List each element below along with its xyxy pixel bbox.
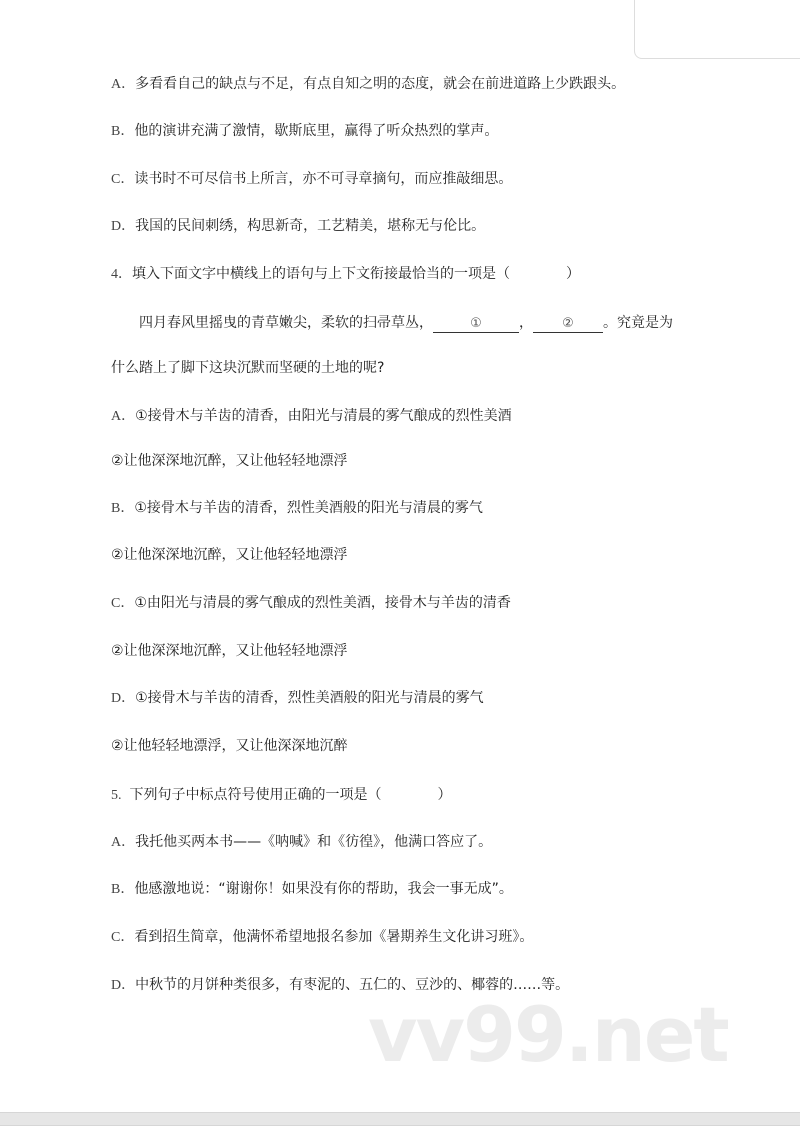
q4-option-a-line2: ②让他深深地沉醉，又让他轻轻地漂浮 bbox=[111, 453, 348, 469]
q3-option-a bbox=[111, 74, 625, 95]
option-text: 他感激地说：“谢谢你！如果没有你的帮助，我会一事无成”。 bbox=[134, 881, 513, 897]
watermark: vv99.net bbox=[368, 990, 728, 1079]
option-text: 读书时不可尽信书上所言，亦不可寻章摘句，而应推敲细思。 bbox=[134, 171, 513, 187]
option-label: D． bbox=[111, 978, 136, 993]
page-corner-panel bbox=[634, 0, 800, 59]
q3-option-c bbox=[111, 169, 512, 190]
q4-option-a bbox=[111, 406, 512, 427]
option-label: B． bbox=[111, 501, 135, 516]
option-label: C． bbox=[111, 596, 135, 611]
option-text: 看到招生简章，他满怀希望地报名参加《暑期养生文化讲习班》。 bbox=[134, 929, 534, 945]
option-label: C． bbox=[111, 930, 135, 945]
q4-option-b bbox=[111, 498, 483, 519]
option-text: 我国的民间刺绣，构思新奇，工艺精美，堪称无与伦比。 bbox=[135, 218, 486, 234]
passage-text: 四月春风里摇曳的青草嫩尖，柔软的扫帚草丛， bbox=[139, 315, 433, 331]
option-label: D． bbox=[111, 691, 136, 706]
q5-option-b bbox=[111, 879, 513, 900]
question-number: 4． bbox=[111, 267, 132, 282]
separator: ， bbox=[519, 315, 533, 331]
question-text: 下列句子中标点符号使用正确的一项是（ ） bbox=[129, 787, 452, 803]
q4-option-b-line2: ②让他深深地沉醉，又让他轻轻地漂浮 bbox=[111, 547, 348, 563]
question-number: 5. bbox=[111, 788, 122, 803]
option-label: A． bbox=[111, 77, 136, 92]
q4-option-d-line2: ②让他轻轻地漂浮，又让他深深地沉醉 bbox=[111, 738, 348, 754]
blank-2: ② bbox=[533, 316, 603, 333]
q4-passage bbox=[139, 313, 673, 333]
passage-text: 。究竟是为 bbox=[603, 315, 673, 331]
q5-option-a bbox=[111, 832, 492, 853]
option-text: 多看看自己的缺点与不足，有点自知之明的态度，就会在前进道路上少跌跟头。 bbox=[135, 76, 626, 92]
q3-option-d bbox=[111, 216, 485, 237]
option-text: ①由阳光与清晨的雾气酿成的烈性美酒，接骨木与羊齿的清香 bbox=[134, 595, 511, 611]
option-label: C． bbox=[111, 172, 135, 187]
option-label: A． bbox=[111, 835, 136, 850]
option-label: B． bbox=[111, 882, 135, 897]
option-label: B． bbox=[111, 124, 135, 139]
blank-1: ① bbox=[433, 316, 519, 333]
q4-stem bbox=[111, 264, 580, 285]
option-text: 中秋节的月饼种类很多，有枣泥的、五仁的、豆沙的、椰蓉的……等。 bbox=[135, 977, 570, 993]
option-text: 他的演讲充满了激情，歇斯底里，赢得了听众热烈的掌声。 bbox=[134, 123, 499, 139]
q4-option-c-line2: ②让他深深地沉醉，又让他轻轻地漂浮 bbox=[111, 643, 348, 659]
q4-passage-end: 什么踏上了脚下这块沉默而坚硬的土地的呢? bbox=[111, 360, 385, 376]
question-text: 填入下面文字中横线上的语句与上下文衔接最恰当的一项是（ ） bbox=[132, 266, 580, 282]
q4-option-c bbox=[111, 593, 511, 614]
page-separator bbox=[0, 1112, 800, 1126]
option-text: 我托他买两本书——《呐喊》和《彷徨》，他满口答应了。 bbox=[135, 834, 493, 850]
q5-option-c bbox=[111, 927, 533, 948]
option-text: ①接骨木与羊齿的清香，由阳光与清晨的雾气酿成的烈性美酒 bbox=[135, 408, 512, 424]
q4-option-d bbox=[111, 688, 484, 709]
option-label: D． bbox=[111, 219, 136, 234]
q5-stem bbox=[111, 785, 452, 806]
option-text: ①接骨木与羊齿的清香，烈性美酒般的阳光与清晨的雾气 bbox=[134, 500, 483, 516]
option-label: A． bbox=[111, 409, 136, 424]
q3-option-b bbox=[111, 121, 498, 142]
option-text: ①接骨木与羊齿的清香，烈性美酒般的阳光与清晨的雾气 bbox=[135, 690, 484, 706]
